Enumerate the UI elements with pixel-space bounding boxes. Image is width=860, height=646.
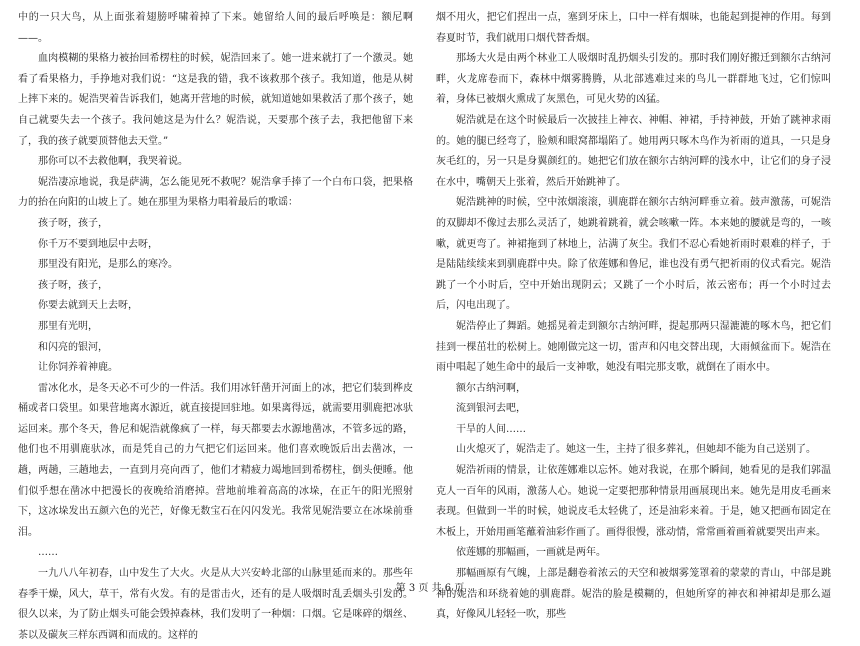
- paragraph: 那场大火是由两个林业工人吸烟时乱扔烟头引发的。那时我们刚好搬迁到额尔古纳河畔，火龙席卷而下，森林中烟雾腾腾，从北部逃难过来的鸟儿一群群地飞过，它们惊叫着，身体已被烟火熏成了灰黑色，可见火势的凶猛。: [436, 53, 831, 106]
- song-line: 孩子呀，孩子，: [38, 279, 108, 291]
- song-line: 和闪亮的银河，: [38, 341, 108, 353]
- song-line: 那里没有阳光，是那么的寒冷。: [38, 259, 178, 271]
- paragraph: 那幅画原有气魄，上部是翻卷着浓云的天空和被烟雾笼罩着的蒙蒙的青山，中部是跳神的妮浩和环绕着她的驯鹿群。妮浩的脸是模糊的，但她所穿的神衣和神裙却是那么逼真，好像风儿轻轻一吹，那些: [436, 568, 831, 621]
- paragraph: 一九八八年初春，山中发生了大火。火是从大兴安岭北部的山脉里延而来的。那些年春季干燥，风大，草干，常有火发。有的是雷击火，还有的是人吸烟时乱丢烟头引发的。很久以来，为了防止烟头可能会毁掉森林，我们发明了一种烟：口烟。它是咪碎的烟丝、茶以及碳灰三样东西调和而成的。这样的: [18, 568, 413, 641]
- paragraph: 雷冰化水，是冬天必不可少的一件活。我们用冰钎凿开河面上的冰，把它们装到桦皮桶或者口袋里。如果营地离水源近，就直接提回驻地。如果离得远，就需要用驯鹿把冰驮运回来。那个冬天，鲁尼和妮浩就像疯了一样，每天都要去水源地凿冰，不管多远的路，他们也不用驯鹿驮冰，而是凭自己的力气把它们运回来。他们喜欢晚饭后出去凿冰，一趟，两趟，三趟地去，一直到月亮向西了，他们才精疲力竭地回到希楞柱，倒头便睡。他们似乎想在凿冰中把漫长的夜晚给消磨掉。营地前堆着高高的冰垛，在正午的阳光照射下，这冰垛发出五颜六色的光芒，好像无数宝石在闪闪发光。我常见妮浩要立在冰垛前垂泪。: [18, 382, 413, 538]
- song-line: 额尔古纳河啊，: [456, 382, 526, 394]
- paragraph: 妮浩跳神的时候，空中浓烟滚滚，驯鹿群在额尔古纳河畔垂立着。鼓声激荡，可妮浩的双脚却不像过去那么灵活了，她跳着跳着，就会咳嗽一阵。本来她的腰就是弯的，一咳嗽，就更弯了。神裙拖到了林地上，沾满了灰尘。我们不忍心看她祈雨时艰难的样子，于是陆陆续续来到驯鹿群中央。除了依莲娜和鲁尼，谁也没有勇气把祈雨的仪式看完。妮浩跳了一个小时后，空中开始出现阴云；又跳了一个小时后，浓云密布；再一个小时过去后，闪电出现了。: [436, 197, 831, 312]
- paragraph: 妮浩停止了舞蹈。她摇晃着走到额尔古纳河畔，提起那两只湿漉漉的啄木鸟，把它们挂到一棵茁壮的松树上。她刚做完这一切，雷声和闪电交替出现，大雨倾盆而下。妮浩在雨中唱起了她生命中的最后一支神歌，她没有唱完那支歌，就倒在了雨水中。: [436, 320, 831, 374]
- left-column: [18, 8, 413, 646]
- page-footer: 第 3 页 共 6 页: [395, 583, 465, 594]
- paragraph: 那你可以不去救他啊，我哭着说。: [38, 156, 188, 168]
- ellipsis: ……: [38, 547, 58, 559]
- song-line: 你要去就到天上去呀，: [38, 300, 138, 312]
- paragraph: 妮浩祈雨的情景，让依莲娜难以忘怀。她对我说，在那个瞬间，她看见的是我们郭温克人一百年的风雨，激荡人心。她说一定要把那种情景用画展现出来。她先是用皮毛画来表现。但做到一半的时候，她说皮毛太轻佻了，还是油彩来着。于是，她又把画布固定在木板上，开始用画笔蘸着油彩作画了。画得很慢，涨动情，常常画着画着就要哭出声来。: [436, 465, 831, 538]
- paragraph: 烟不用火，把它们捏出一点，塞到牙床上，口中一样有烟味，也能起到提神的作用。每到春夏时节，我们就用口烟代替香烟。: [436, 12, 831, 44]
- song-line: 那里有光明，: [38, 320, 98, 332]
- song-line: 流到银河去吧，: [456, 403, 526, 415]
- song-line: 孩子呀，孩子，: [38, 217, 108, 229]
- right-column: [436, 8, 831, 626]
- paragraph: 山火熄灭了，妮浩走了。她这一生，主持了很多葬礼，但她却不能为自己送别了。: [456, 444, 816, 456]
- song-line: 让你饲养着神鹿。: [38, 362, 118, 374]
- song-line: 你千万不要到地层中去呀，: [38, 238, 158, 250]
- paragraph: 依莲娜的那幅画，一画就是两年。: [456, 547, 606, 559]
- paragraph: 妮浩凄凉地说，我是萨满，怎么能见死不救呢？妮浩拿手捧了一个白布口袋，把果格力的抬在向阳的山坡上了。她在那里为果格力唱着最后的歌谣：: [18, 176, 413, 209]
- paragraph: 血肉模糊的果格力被抬回希楞柱的时候，妮浩回来了。她一进来就打了一个激灵。她看了看果格力，手挣地对我们说：“这是我的错，我不该救那个孩子。我知道，他是从树上摔下来的。妮浩哭着告诉我们，她离开营地的时候，就知道她如果救活了那个孩子，她自己就要失去一个孩子。我问她这是为什么？妮浩说，天要那个孩子去，我把他留下来了，我的孩子就要顶替他去天堂。”: [18, 53, 413, 147]
- paragraph: 妮浩就是在这个时候最后一次披挂上神衣、神帽、神裙，手持神鼓，开始了跳神求雨的。她的腿已经弯了，脸颊和眼窝都塌陷了。她用两只啄木鸟作为祈雨的道具，一只是身灰毛红的，另一只是身翼颜红的。她把它们放在额尔古纳河畔的浅水中，让它们的身子浸在水中，嘴朝天上张着，然后开始跳神了。: [436, 114, 831, 188]
- paragraph: 中的一只大鸟，从上面张着翅膀呼啸着掉了下来。她留给人间的最后呼唤是：额尼啊——。: [18, 12, 413, 44]
- song-line: 干旱的人间……: [456, 423, 526, 435]
